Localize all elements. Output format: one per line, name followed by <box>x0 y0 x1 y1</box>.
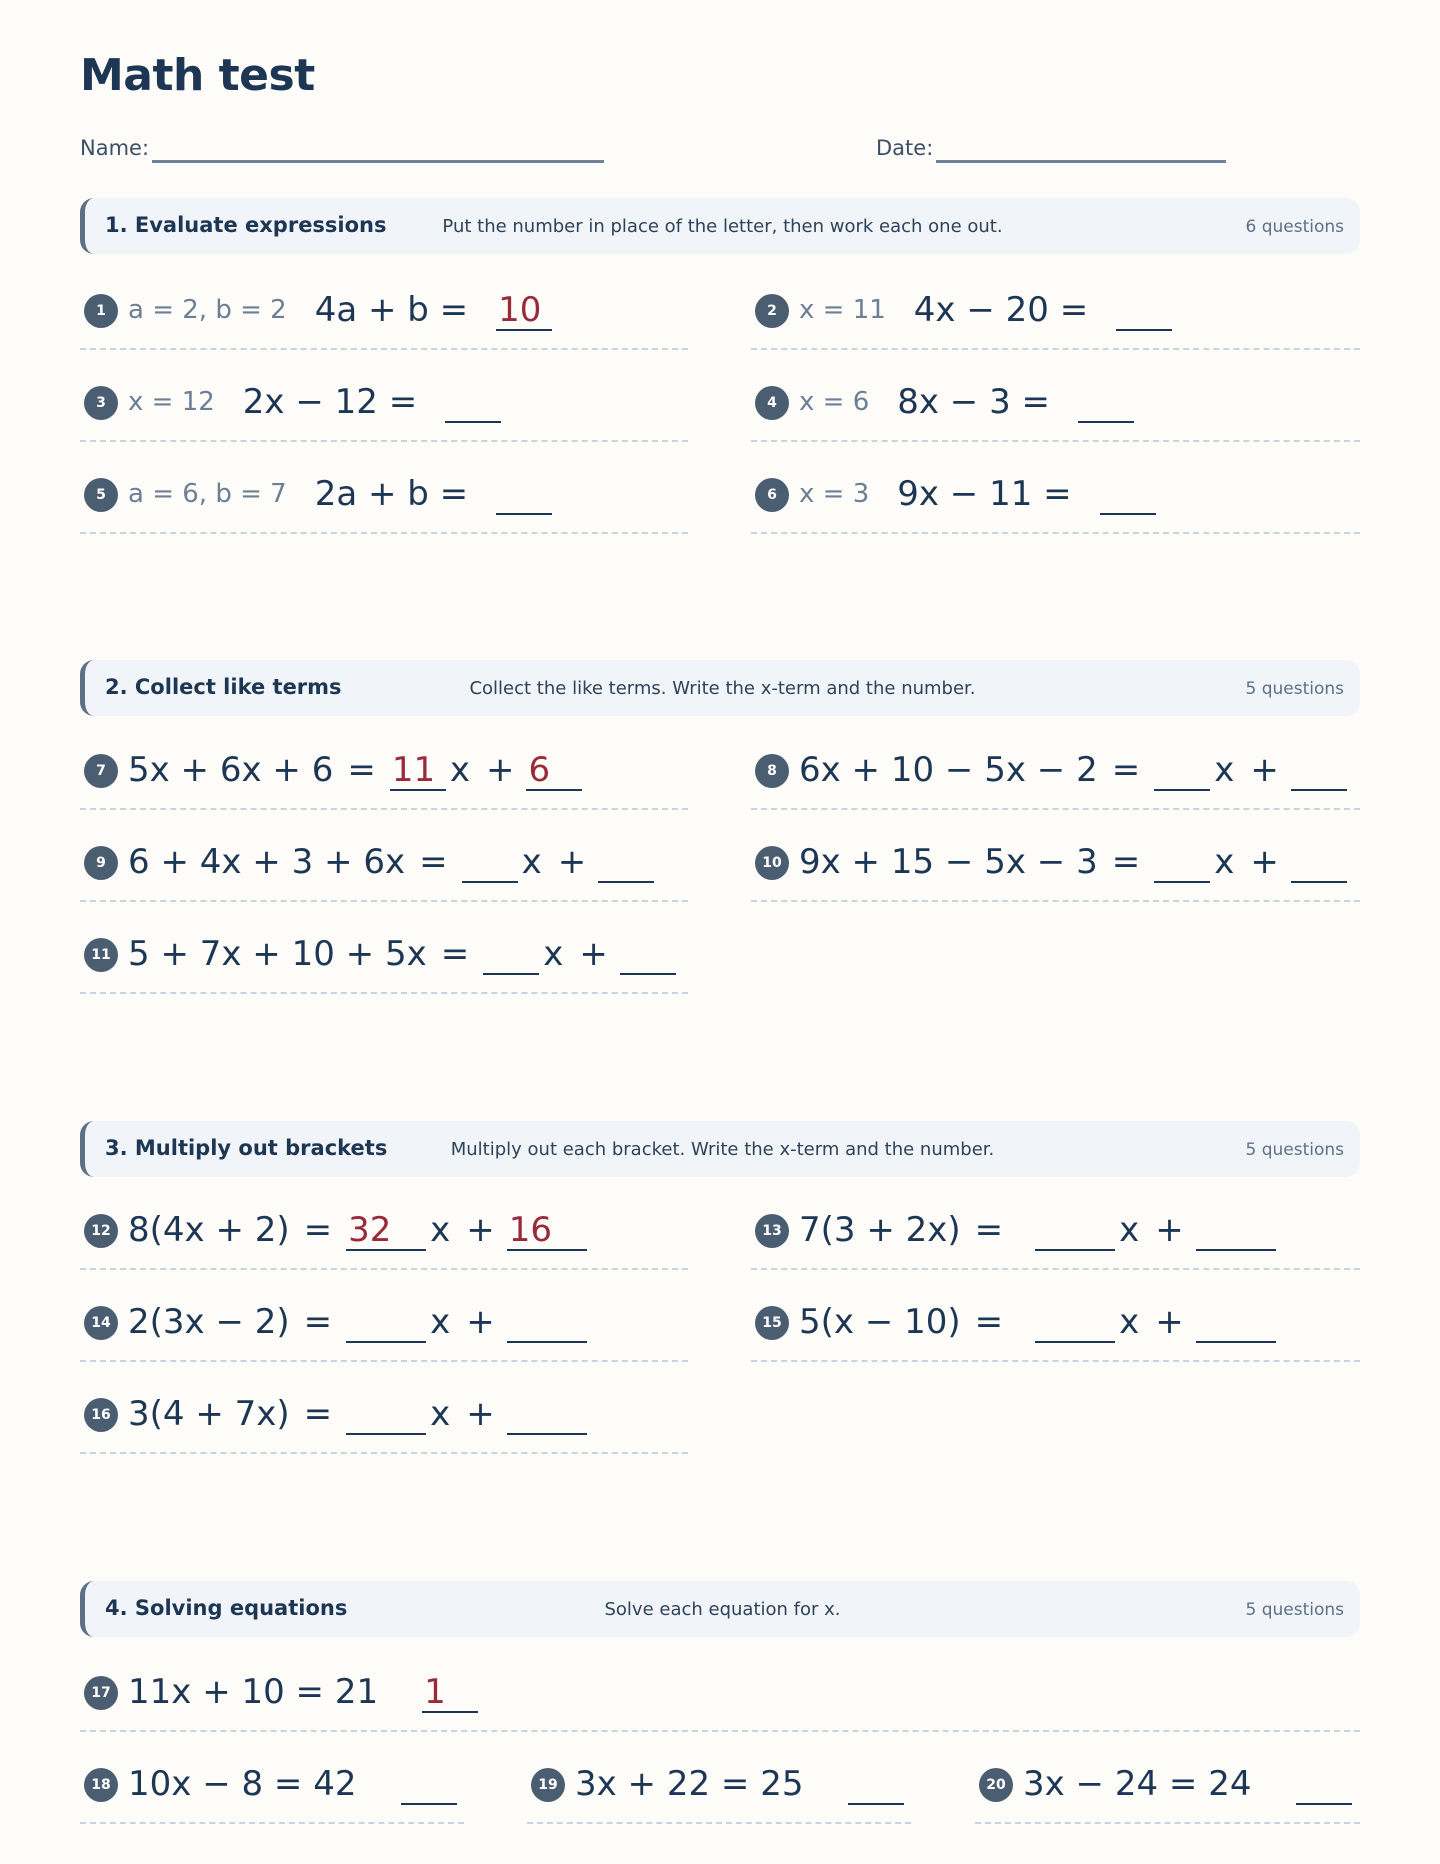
question-number-badge: 19 <box>531 1768 565 1802</box>
expression: 8(4x + 2) <box>128 1210 290 1250</box>
x-variable: x <box>521 842 542 882</box>
number-blank[interactable] <box>1291 749 1347 791</box>
answer-blank[interactable] <box>496 473 552 515</box>
x-variable: x <box>430 1394 451 1434</box>
answer-blank[interactable] <box>1296 1763 1352 1805</box>
date-label: Date: <box>876 136 934 160</box>
number-blank[interactable] <box>507 1393 587 1435</box>
question-number-badge: 5 <box>84 478 118 512</box>
section-title: 2. Collect like terms <box>105 675 342 699</box>
number-blank[interactable] <box>507 1301 587 1343</box>
answer-blank[interactable] <box>1078 381 1134 423</box>
question-number-badge: 17 <box>84 1676 118 1710</box>
equals-sign: = <box>1111 750 1141 790</box>
question-13 <box>751 1178 1360 1270</box>
question-6 <box>751 442 1360 534</box>
question-number-badge: 8 <box>755 754 789 788</box>
question-number-badge: 12 <box>84 1214 118 1248</box>
section-header-evaluate <box>80 198 1360 254</box>
given-values: x = 11 <box>799 295 886 325</box>
plus-sign: + <box>1155 1210 1184 1250</box>
question-1 <box>80 258 688 350</box>
question-number-badge: 14 <box>84 1306 118 1340</box>
expression: 3x + 22 = 25 <box>575 1764 804 1804</box>
x-term-blank[interactable] <box>483 933 539 975</box>
plus-sign: + <box>466 1302 495 1342</box>
x-term-blank[interactable] <box>462 841 518 883</box>
question-7 <box>80 718 688 810</box>
given-values: a = 2, b = 2 <box>128 295 287 325</box>
question-16 <box>80 1362 688 1454</box>
x-term-blank[interactable] <box>1154 841 1210 883</box>
expression: 5 + 7x + 10 + 5x <box>128 934 427 974</box>
question-11 <box>80 902 688 994</box>
expression: 9x + 15 − 5x − 3 <box>799 842 1098 882</box>
number-blank[interactable] <box>1196 1209 1276 1251</box>
question-4 <box>751 350 1360 442</box>
number-blank[interactable] <box>1291 841 1347 883</box>
expression: 8x − 3 = <box>897 382 1051 422</box>
expression: 9x − 11 = <box>897 474 1072 514</box>
date-field[interactable] <box>936 160 1226 163</box>
x-term-blank[interactable]: 32 <box>346 1209 426 1251</box>
question-number-badge: 20 <box>979 1768 1013 1802</box>
expression: 7(3 + 2x) <box>799 1210 961 1250</box>
given-values: x = 6 <box>799 387 870 417</box>
equals-sign: = <box>974 1302 1004 1342</box>
question-17 <box>80 1640 1360 1732</box>
answer-blank[interactable]: 1 <box>422 1671 478 1713</box>
expression: 2(3x − 2) <box>128 1302 290 1342</box>
number-blank[interactable] <box>620 933 676 975</box>
plus-sign: + <box>557 842 587 882</box>
expression: 6 + 4x + 3 + 6x <box>128 842 406 882</box>
question-number-badge: 13 <box>755 1214 789 1248</box>
name-field[interactable] <box>152 160 604 163</box>
answer-blank[interactable] <box>401 1763 457 1805</box>
question-number-badge: 7 <box>84 754 118 788</box>
question-number-badge: 11 <box>84 938 118 972</box>
equals-sign: = <box>303 1210 333 1250</box>
answer-blank[interactable] <box>445 381 501 423</box>
question-number-badge: 4 <box>755 386 789 420</box>
expression: 2a + b = <box>314 474 469 514</box>
name-date-row <box>80 134 1360 164</box>
question-12 <box>80 1178 688 1270</box>
answer-blank[interactable] <box>1116 289 1172 331</box>
question-20 <box>975 1732 1360 1824</box>
page-title: Math test <box>80 50 315 101</box>
x-variable: x <box>1214 750 1235 790</box>
plus-sign: + <box>1250 750 1279 790</box>
x-term-blank[interactable] <box>346 1301 426 1343</box>
given-values: a = 6, b = 7 <box>128 479 287 509</box>
x-term-blank[interactable] <box>1035 1209 1115 1251</box>
x-variable: x <box>1214 842 1235 882</box>
section-header-equations <box>80 1581 1360 1637</box>
x-variable: x <box>1119 1302 1140 1342</box>
section-instruction: Solve each equation for x. <box>604 1599 841 1620</box>
question-18 <box>80 1732 464 1824</box>
section-title: 4. Solving equations <box>105 1596 348 1620</box>
equals-sign: = <box>303 1394 333 1434</box>
question-count: 5 questions <box>1245 1600 1344 1620</box>
equals-sign: = <box>440 934 470 974</box>
question-5 <box>80 442 688 534</box>
question-15 <box>751 1270 1360 1362</box>
section-instruction: Multiply out each bracket. Write the x-term and the number. <box>450 1139 995 1160</box>
question-3 <box>80 350 688 442</box>
x-variable: x <box>449 750 470 790</box>
question-number-badge: 18 <box>84 1768 118 1802</box>
x-variable: x <box>430 1210 451 1250</box>
expression: 3x − 24 = 24 <box>1023 1764 1252 1804</box>
section-header-like-terms <box>80 660 1360 716</box>
number-blank[interactable]: 16 <box>507 1209 587 1251</box>
x-variable: x <box>543 934 564 974</box>
question-count: 5 questions <box>1245 679 1344 699</box>
number-blank[interactable] <box>598 841 654 883</box>
x-term-blank[interactable] <box>1035 1301 1115 1343</box>
equals-sign: = <box>347 750 376 790</box>
expression: 5x + 6x + 6 <box>128 750 334 790</box>
question-2 <box>751 258 1360 350</box>
section-instruction: Put the number in place of the letter, then work each one out. <box>442 216 1003 237</box>
x-term-blank[interactable]: 11 <box>390 749 446 791</box>
plus-sign: + <box>1250 842 1279 882</box>
plus-sign: + <box>466 1394 495 1434</box>
question-10 <box>751 810 1360 902</box>
number-blank[interactable]: 6 <box>526 749 582 791</box>
equals-sign: = <box>1111 842 1141 882</box>
number-blank[interactable] <box>1196 1301 1276 1343</box>
question-number-badge: 1 <box>84 294 118 328</box>
x-variable: x <box>1119 1210 1140 1250</box>
question-number-badge: 15 <box>755 1306 789 1340</box>
question-number-badge: 10 <box>755 846 789 880</box>
x-variable: x <box>430 1302 451 1342</box>
question-count: 5 questions <box>1245 1140 1344 1160</box>
equals-sign: = <box>974 1210 1004 1250</box>
expression: 6x + 10 − 5x − 2 <box>799 750 1098 790</box>
answer-blank[interactable] <box>1100 473 1156 515</box>
expression: 5(x − 10) <box>799 1302 961 1342</box>
section-header-brackets <box>80 1121 1360 1177</box>
expression: 3(4 + 7x) <box>128 1394 290 1434</box>
question-19 <box>527 1732 911 1824</box>
question-8 <box>751 718 1360 810</box>
question-number-badge: 2 <box>755 294 789 328</box>
plus-sign: + <box>579 934 608 974</box>
plus-sign: + <box>1155 1302 1184 1342</box>
section-title: 3. Multiply out brackets <box>105 1136 388 1160</box>
question-count: 6 questions <box>1245 217 1344 237</box>
name-label: Name: <box>80 136 150 160</box>
question-9 <box>80 810 688 902</box>
expression: 4x − 20 = <box>913 290 1089 330</box>
x-term-blank[interactable] <box>346 1393 426 1435</box>
answer-blank[interactable] <box>848 1763 904 1805</box>
expression: 2x − 12 = <box>242 382 418 422</box>
question-number-badge: 6 <box>755 478 789 512</box>
plus-sign: + <box>466 1210 495 1250</box>
given-values: x = 12 <box>128 387 215 417</box>
question-number-badge: 3 <box>84 386 118 420</box>
plus-sign: + <box>485 750 515 790</box>
equals-sign: = <box>419 842 448 882</box>
question-14 <box>80 1270 688 1362</box>
question-number-badge: 9 <box>84 846 118 880</box>
section-title: 1. Evaluate expressions <box>105 213 387 237</box>
section-instruction: Collect the like terms. Write the x-term and the number. <box>469 678 976 699</box>
x-term-blank[interactable] <box>1154 749 1210 791</box>
expression: 11x + 10 = 21 <box>128 1672 379 1712</box>
answer-blank[interactable]: 10 <box>496 289 552 331</box>
equals-sign: = <box>303 1302 333 1342</box>
expression: 4a + b = <box>314 290 469 330</box>
expression: 10x − 8 = 42 <box>128 1764 357 1804</box>
given-values: x = 3 <box>799 479 870 509</box>
question-number-badge: 16 <box>84 1398 118 1432</box>
